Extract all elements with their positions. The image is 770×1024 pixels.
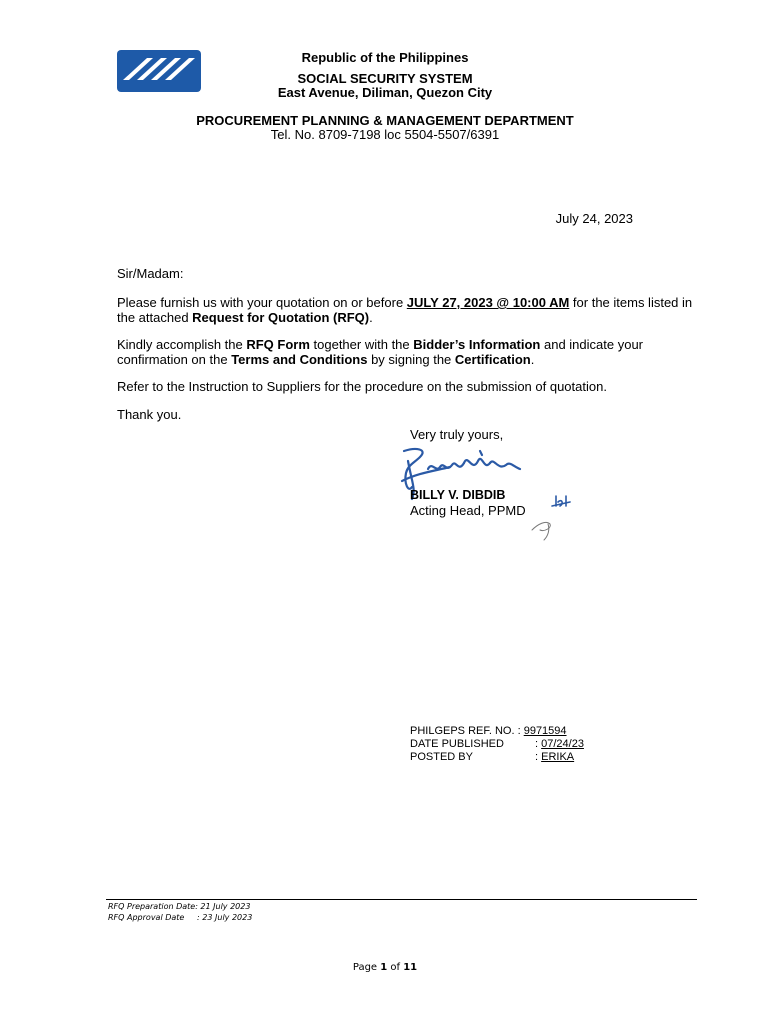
page-total: 11 (403, 962, 418, 973)
rfq-preparation-date: RFQ Preparation Date: 21 July 2023 (108, 902, 251, 911)
page-current: 1 (380, 962, 388, 973)
signatory-title: Acting Head, PPMD (410, 503, 526, 518)
initials-mark (526, 490, 578, 542)
p2-text-c: and indicate your confirmation on the (117, 337, 643, 367)
closing: Very truly yours, (410, 427, 504, 442)
deadline: JULY 27, 2023 @ 10:00 AM (406, 295, 570, 310)
philgeps-row (410, 725, 567, 738)
p2-text-a: Kindly accomplish the (117, 337, 247, 352)
signatory-name: BILLY V. DIBDIB (410, 488, 506, 502)
letter-date: July 24, 2023 (555, 211, 633, 226)
p2-text-b: together with the (309, 337, 414, 352)
p1-text-c: . (369, 310, 373, 325)
salutation: Sir/Madam: (117, 266, 184, 281)
published-row: DATE PUBLISHED : 07/24/23 (410, 738, 584, 750)
rfq-reference: Request for Quotation (RFQ) (192, 310, 370, 325)
agency-name: SOCIAL SECURITY SYSTEM (297, 71, 473, 86)
rfq-approval-date: RFQ Approval Date : 23 July 2023 (108, 913, 253, 922)
bidders-information: Bidder’s Information (413, 337, 541, 352)
page-number (0, 962, 770, 973)
published-value: 07/24/23 (541, 738, 584, 750)
posted-label: POSTED BY (410, 751, 473, 763)
page-word: Page (352, 962, 381, 973)
certification: Certification (454, 352, 531, 367)
republic-line: Republic of the Philippines (301, 50, 469, 65)
telephone-line: Tel. No. 8709-7198 loc 5504-5507/6391 (270, 127, 500, 142)
of-word: of (387, 962, 404, 973)
philgeps-value: 9971594 (523, 725, 567, 737)
p2-text-d: by signing the (367, 352, 455, 367)
thank-you: Thank you. (117, 407, 182, 422)
paragraph-deadline (117, 295, 702, 325)
published-label: DATE PUBLISHED (410, 738, 504, 750)
philgeps-label: PHILGEPS REF. NO. : (410, 725, 524, 737)
footer-divider (106, 899, 697, 900)
rfq-form: RFQ Form (246, 337, 310, 352)
paragraph-instructions (117, 337, 702, 367)
p1-text-a: Please furnish us with your quotation on or before (117, 295, 407, 310)
p1-text-b: for the items listed in the attached (117, 295, 693, 325)
p2-text-e: . (530, 352, 535, 367)
posted-row: POSTED BY : ERIKA (410, 751, 575, 763)
terms-and-conditions: Terms and Conditions (231, 352, 368, 367)
posted-value: ERIKA (541, 751, 575, 763)
department-name: PROCUREMENT PLANNING & MANAGEMENT DEPARTMENT (196, 113, 574, 128)
agency-address: East Avenue, Diliman, Quezon City (277, 85, 493, 100)
paragraph-refer: Refer to the Instruction to Suppliers for the procedure on the submission of quotation. (117, 379, 607, 394)
